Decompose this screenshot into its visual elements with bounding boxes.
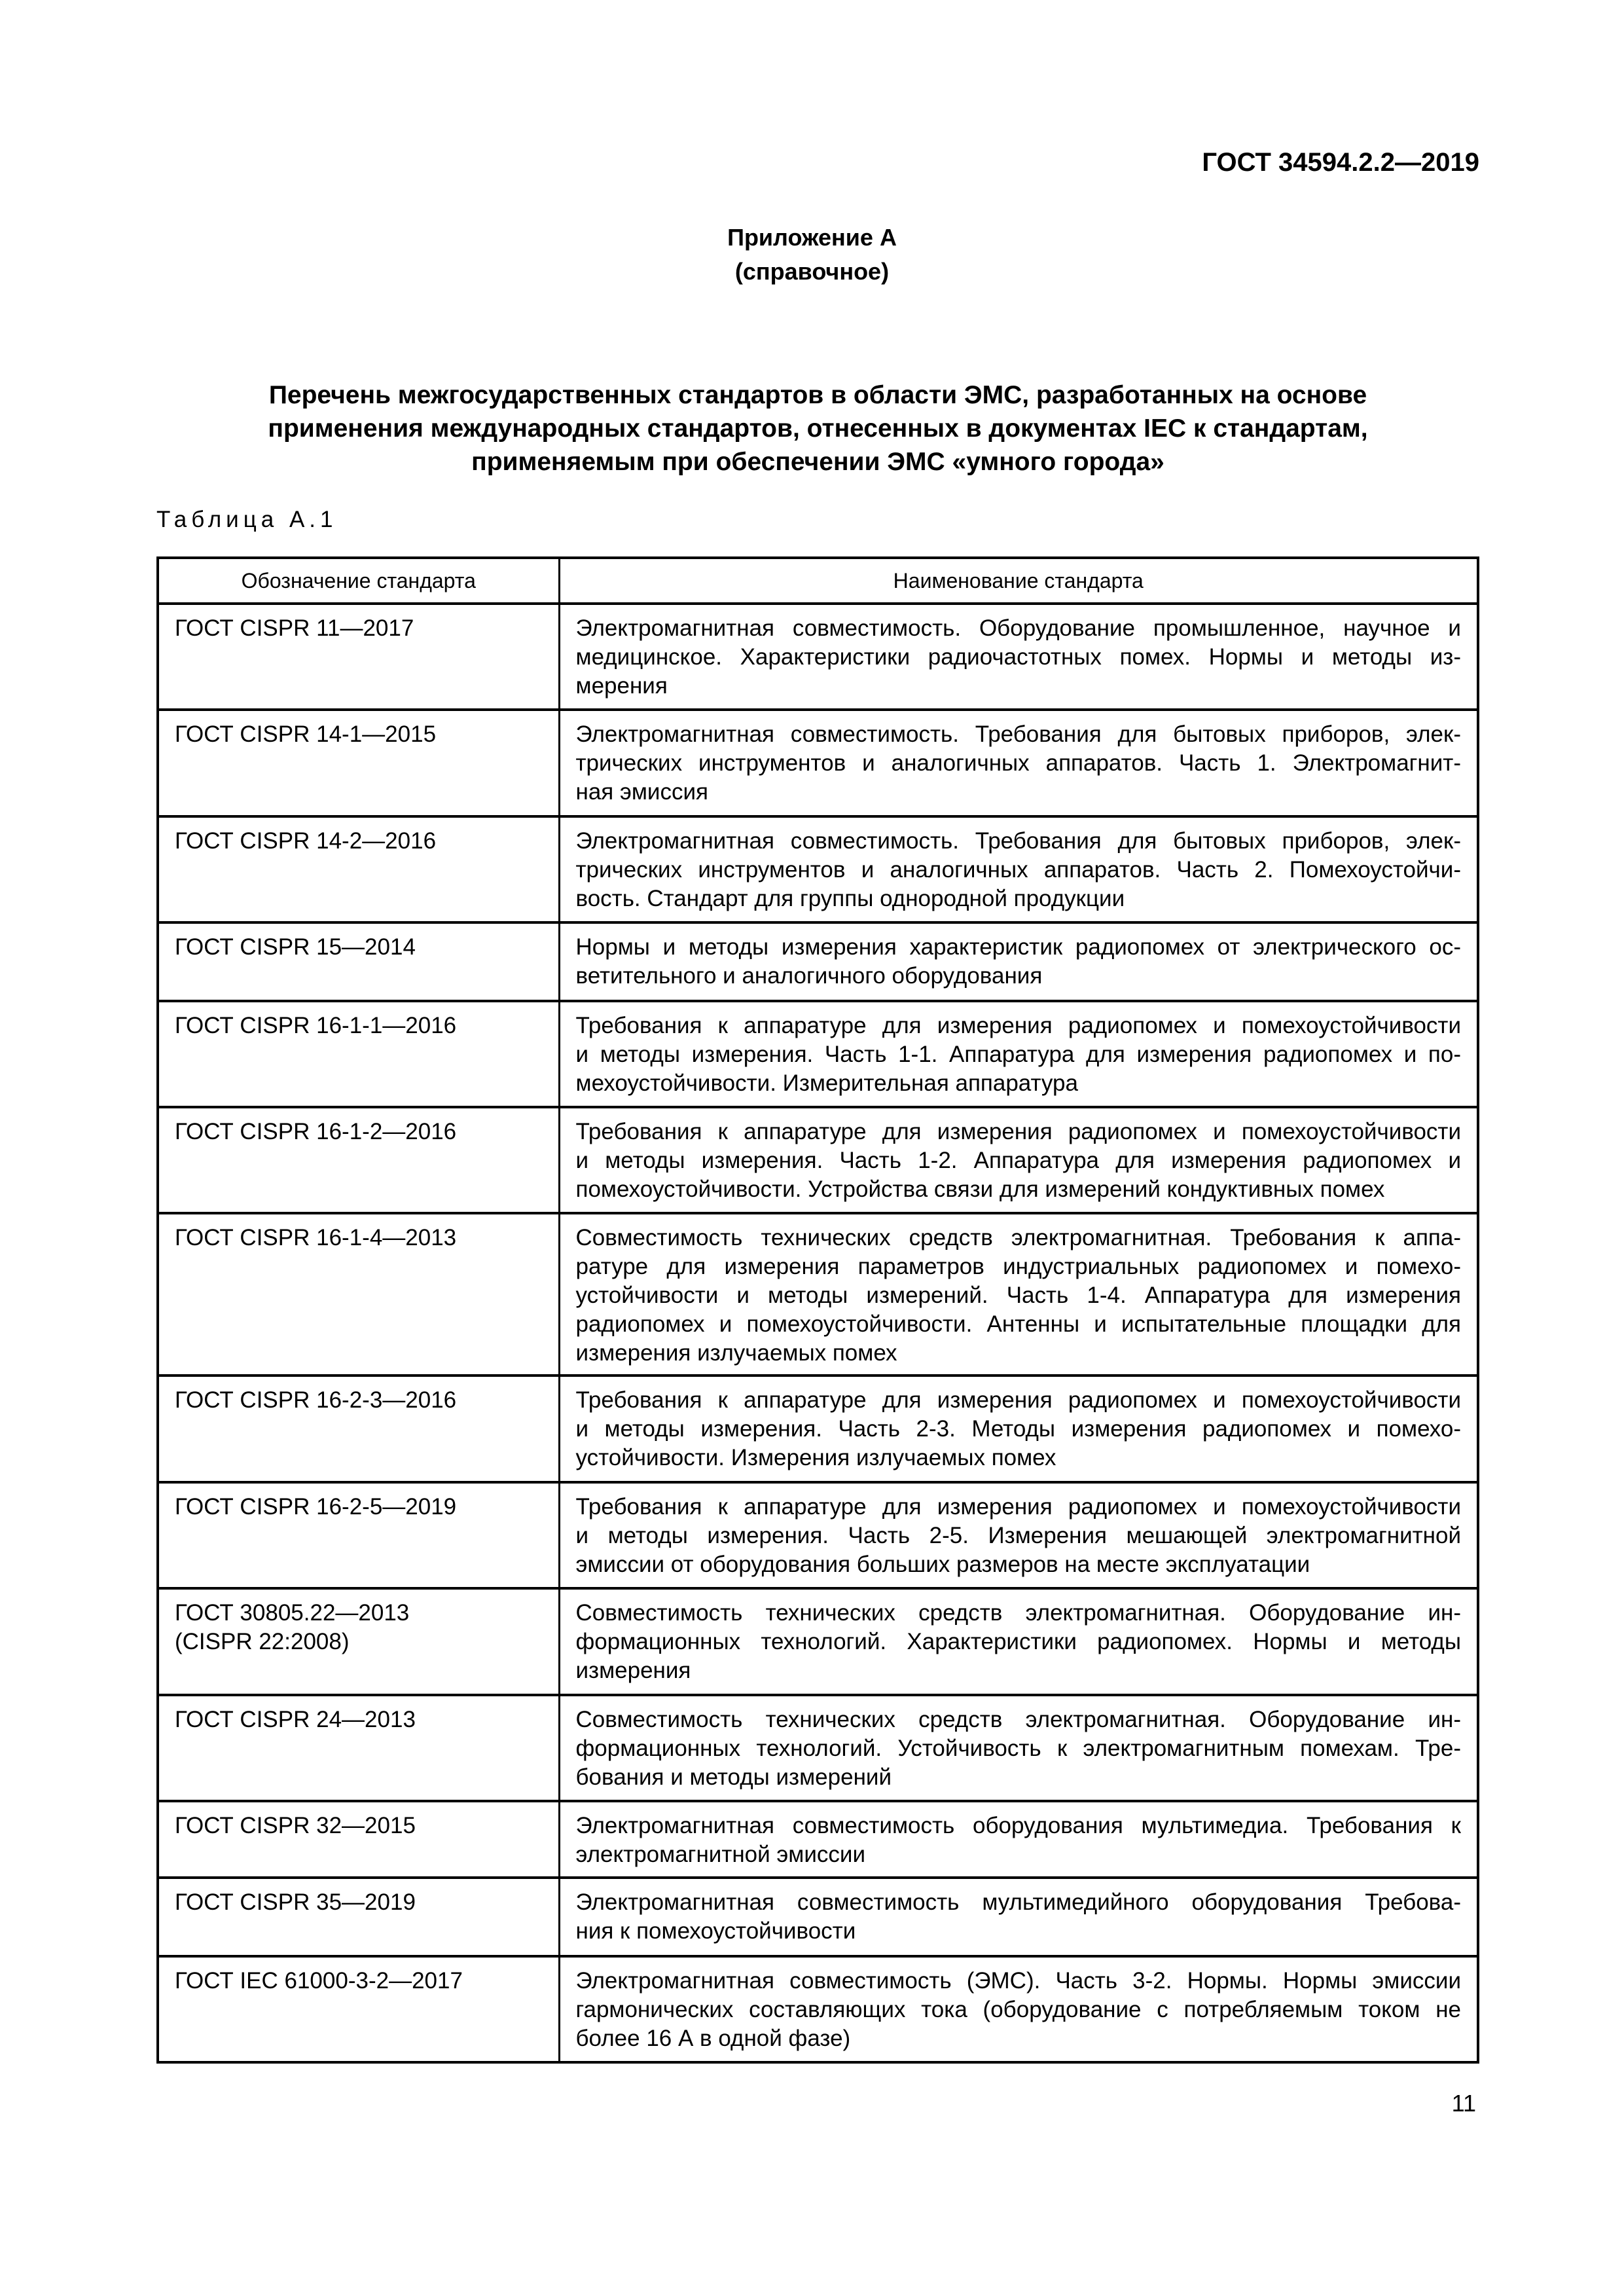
name-line: медицинское. Характеристики радиочастотных помех. Нормы и методы из- — [575, 644, 1461, 670]
designation-line: ГОСТ CISPR 16-1-1—2016 — [175, 1013, 457, 1038]
standard-name — [559, 922, 1478, 1001]
name-line: Электромагнитная совместимость. Требования для бытовых приборов, элек- — [575, 721, 1461, 747]
name-line: Электромагнитная совместимость оборудования мультимедиа. Требования к — [575, 1813, 1461, 1838]
section-title — [156, 378, 1479, 479]
designation-line: ГОСТ CISPR 16-1-2—2016 — [175, 1119, 457, 1144]
name-line: мерения — [575, 673, 668, 699]
name-line: радиопомех и помехоустойчивости. Антенны и испытательные площадки для — [575, 1311, 1461, 1337]
standard-name — [559, 816, 1478, 922]
name-line: формационных технологий. Характеристики радиопомех. Нормы и методы — [575, 1629, 1461, 1654]
name-line: Электромагнитная совместимость. Оборудование промышленное, научное и — [575, 615, 1461, 641]
table-row — [158, 604, 1478, 710]
standard-name — [559, 1695, 1478, 1801]
standard-designation — [158, 1801, 559, 1878]
designation-line: ГОСТ 30805.22—2013 — [175, 1600, 410, 1626]
name-line: вость. Стандарт для группы однородной продукции — [575, 886, 1125, 911]
standard-designation — [158, 1878, 559, 1956]
column-header-name: Наименование стандарта — [893, 569, 1144, 592]
designation-line: ГОСТ CISPR 16-2-5—2019 — [175, 1494, 457, 1520]
standard-name — [559, 1213, 1478, 1376]
name-line: Электромагнитная совместимость. Требования для бытовых приборов, элек- — [575, 828, 1461, 854]
standard-designation — [158, 1695, 559, 1801]
standard-name — [559, 1801, 1478, 1878]
name-line: гармонических составляющих тока (оборудование с потребляемым током не — [575, 1997, 1461, 2022]
standard-designation — [158, 1213, 559, 1376]
name-line: ная эмиссия — [575, 779, 708, 805]
designation-line: ГОСТ CISPR 32—2015 — [175, 1813, 416, 1838]
table-row — [158, 1376, 1478, 1482]
name-line: трических инструментов и аналогичных аппаратов. Часть 2. Помехоустойчи- — [575, 857, 1461, 883]
name-line: Нормы и методы измерения характеристик радиопомех от электрического ос- — [575, 934, 1461, 960]
standard-designation — [158, 1588, 559, 1695]
table-row — [158, 1588, 1478, 1695]
name-line: эмиссии от оборудования больших размеров на месте эксплуатации — [575, 1552, 1310, 1577]
table-row — [158, 710, 1478, 816]
standard-name — [559, 1001, 1478, 1107]
table-row — [158, 816, 1478, 922]
name-line: устойчивости и методы измерений. Часть 1-4. Аппаратура для измерения — [575, 1283, 1461, 1308]
standard-designation — [158, 922, 559, 1001]
name-line: помехоустойчивости. Устройства связи для измерений кондуктивных помех — [575, 1176, 1385, 1202]
standard-name — [559, 1376, 1478, 1482]
name-line: мехоустойчивости. Измерительная аппаратура — [575, 1070, 1078, 1096]
designation-line: ГОСТ CISPR 35—2019 — [175, 1889, 416, 1915]
name-line: и методы измерения. Часть 1-1. Аппаратура для измерения радиопомех и по- — [575, 1042, 1461, 1067]
name-line: измерения — [575, 1658, 691, 1683]
designation-line: ГОСТ CISPR 24—2013 — [175, 1707, 416, 1732]
standard-name — [559, 1107, 1478, 1213]
name-line: и методы измерения. Часть 2-5. Измерения мешающей электромагнитной — [575, 1523, 1461, 1548]
name-line: и методы измерения. Часть 2-3. Методы измерения радиопомех и помехо- — [575, 1416, 1461, 1442]
table-caption: Таблица А.1 — [156, 507, 338, 532]
name-line: ратуре для измерения параметров индустриальных радиопомех и помехо- — [575, 1254, 1461, 1279]
name-line: Совместимость технических средств электромагнитная. Требования к аппа- — [575, 1225, 1461, 1250]
designation-line: ГОСТ CISPR 16-2-3—2016 — [175, 1387, 457, 1413]
standard-designation — [158, 1107, 559, 1213]
title-line: Перечень межгосударственных стандартов в области ЭМС, разработанных на основе — [268, 381, 1367, 409]
name-line: устойчивости. Измерения излучаемых помех — [575, 1445, 1056, 1470]
table-row — [158, 1878, 1478, 1956]
name-line: измерения излучаемых помех — [575, 1340, 897, 1366]
standard-name — [559, 604, 1478, 710]
standard-designation — [158, 710, 559, 816]
name-line: Требования к аппаратуре для измерения радиопомех и помехоустойчивости — [575, 1119, 1461, 1144]
table-row — [158, 1482, 1478, 1588]
designation-line: ГОСТ CISPR 16-1-4—2013 — [175, 1225, 457, 1250]
designation-line: ГОСТ CISPR 14-2—2016 — [175, 828, 437, 854]
name-line: Электромагнитная совместимость мультимедийного оборудования Требова- — [575, 1889, 1461, 1915]
name-line: Требования к аппаратуре для измерения радиопомех и помехоустойчивости — [575, 1494, 1461, 1520]
table-row — [158, 1213, 1478, 1376]
name-line: ния к помехоустойчивости — [575, 1918, 856, 1944]
standard-designation — [158, 1001, 559, 1107]
name-line: бования и методы измерений — [575, 1764, 892, 1790]
title-line: применяемым при обеспечении ЭМС «умного города» — [471, 448, 1164, 476]
name-line: ветительного и аналогичного оборудования — [575, 963, 1043, 989]
table-header-row — [158, 558, 1478, 604]
table-row — [158, 1001, 1478, 1107]
name-line: Совместимость технических средств электромагнитная. Оборудование ин- — [575, 1707, 1461, 1732]
designation-line: ГОСТ CISPR 11—2017 — [175, 615, 414, 641]
title-line: применения международных стандартов, отнесенных в документах IEC к стандартам, — [268, 414, 1368, 443]
standard-designation — [158, 604, 559, 710]
standard-designation — [158, 816, 559, 922]
name-line: формационных технологий. Устойчивость к электромагнитным помехам. Тре- — [575, 1736, 1461, 1761]
name-line: Требования к аппаратуре для измерения радиопомех и помехоустойчивости — [575, 1013, 1461, 1038]
annex-title: Приложение А — [727, 224, 897, 251]
table-row — [158, 1956, 1478, 2062]
standard-name — [559, 1878, 1478, 1956]
table-row — [158, 1695, 1478, 1801]
name-line: трических инструментов и аналогичных аппаратов. Часть 1. Электромагнит- — [575, 750, 1461, 776]
name-line: более 16 А в одной фазе) — [575, 2026, 851, 2051]
name-line: Требования к аппаратуре для измерения радиопомех и помехоустойчивости — [575, 1387, 1461, 1413]
standard-name — [559, 1588, 1478, 1695]
name-line: Электромагнитная совместимость (ЭМС). Часть 3-2. Нормы. Нормы эмиссии — [575, 1968, 1461, 1994]
designation-line: ГОСТ IEC 61000-3-2—2017 — [175, 1968, 463, 1994]
page-number: 11 — [1451, 2090, 1476, 2117]
standard-designation — [158, 1376, 559, 1482]
standard-name — [559, 710, 1478, 816]
table-row — [158, 1801, 1478, 1878]
annex-subtitle: (справочное) — [734, 258, 890, 285]
standards-table — [156, 556, 1479, 2064]
designation-line: (CISPR 22:2008) — [175, 1629, 350, 1654]
standard-designation — [158, 1956, 559, 2062]
standard-name — [559, 1956, 1478, 2062]
name-line: и методы измерения. Часть 1-2. Аппаратура для измерения радиопомех и — [575, 1148, 1461, 1173]
name-line: Совместимость технических средств электромагнитная. Оборудование ин- — [575, 1600, 1461, 1626]
table-row — [158, 922, 1478, 1001]
name-line: электромагнитной эмиссии — [575, 1842, 865, 1867]
column-header-designation: Обозначение стандарта — [158, 558, 559, 604]
document-code: ГОСТ 34594.2.2—2019 — [1202, 148, 1479, 177]
standard-name — [559, 1482, 1478, 1588]
standard-designation — [158, 1482, 559, 1588]
table-row — [158, 1107, 1478, 1213]
designation-line: ГОСТ CISPR 14-1—2015 — [175, 721, 437, 747]
designation-line: ГОСТ CISPR 15—2014 — [175, 934, 416, 960]
